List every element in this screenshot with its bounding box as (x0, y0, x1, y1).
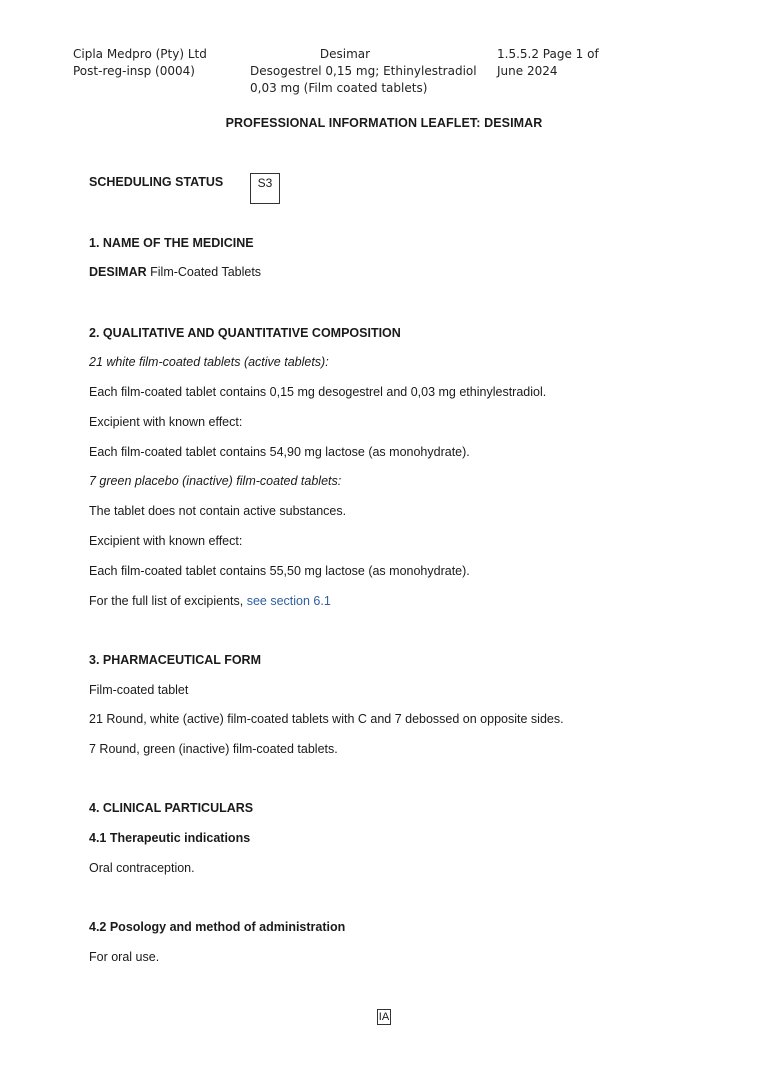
section-4-2-heading: 4.2 Posology and method of administration (89, 920, 346, 934)
composition-line-2: 0,03 mg (Film coated tablets) (250, 81, 428, 95)
scheduling-status-box: S3 (250, 173, 280, 204)
placebo-composition: The tablet does not contain active substances. (89, 504, 347, 518)
inactive-tablet-form: 7 Round, green (inactive) film-coated tablets. (89, 742, 338, 756)
footer-mark: IA (378, 1011, 390, 1023)
excipients-reference-text: For the full list of excipients, (89, 594, 247, 608)
scheduling-status-label: SCHEDULING STATUS (89, 175, 224, 189)
therapeutic-indication: Oral contraception. (89, 861, 195, 875)
product-name: Desimar (319, 47, 371, 61)
active-tablets-label: 21 white film-coated tablets (active tablets): (89, 355, 329, 369)
active-composition: Each film-coated tablet contains 0,15 mg desogestrel and 0,03 mg ethinylestradiol. (89, 385, 547, 399)
active-tablet-form: 21 Round, white (active) film-coated tablets with C and 7 debossed on opposite sides. (89, 712, 564, 726)
document-date: June 2024 (497, 64, 558, 78)
excipients-reference (89, 594, 331, 608)
page-title: PROFESSIONAL INFORMATION LEAFLET: DESIMAR (225, 116, 543, 130)
lactose-active: Each film-coated tablet contains 54,90 mg lactose (as monohydrate). (89, 445, 470, 459)
registration-code: Post-reg-insp (0004) (73, 64, 195, 78)
excipient-label-1: Excipient with known effect: (89, 415, 243, 429)
excipient-label-2: Excipient with known effect: (89, 534, 243, 548)
medicine-name-rest: Film-Coated Tablets (146, 265, 262, 279)
section-4-heading: 4. CLINICAL PARTICULARS (89, 801, 254, 815)
document-header-right (497, 46, 599, 80)
lactose-placebo: Each film-coated tablet contains 55,50 mg lactose (as monohydrate). (89, 564, 470, 578)
document-header-center (250, 46, 480, 97)
page-number: 1.5.5.2 Page 1 of (497, 47, 599, 61)
section-1-heading: 1. NAME OF THE MEDICINE (89, 236, 254, 250)
section-3-heading: 3. PHARMACEUTICAL FORM (89, 653, 261, 667)
section-4-1-heading: 4.1 Therapeutic indications (89, 831, 251, 845)
form-description: Film-coated tablet (89, 683, 189, 697)
document-header-left (73, 46, 207, 80)
placebo-tablets-label: 7 green placebo (inactive) film-coated tablets: (89, 474, 342, 488)
company-name: Cipla Medpro (Pty) Ltd (73, 47, 207, 61)
medicine-name (89, 265, 261, 279)
administration-route: For oral use. (89, 950, 160, 964)
medicine-name-bold: DESIMAR (89, 265, 147, 279)
section-2-heading: 2. QUALITATIVE AND QUANTITATIVE COMPOSITION (89, 326, 401, 340)
composition-line-1: Desogestrel 0,15 mg; Ethinylestradiol (250, 64, 477, 78)
section-6-1-link[interactable]: see section 6.1 (246, 594, 331, 608)
